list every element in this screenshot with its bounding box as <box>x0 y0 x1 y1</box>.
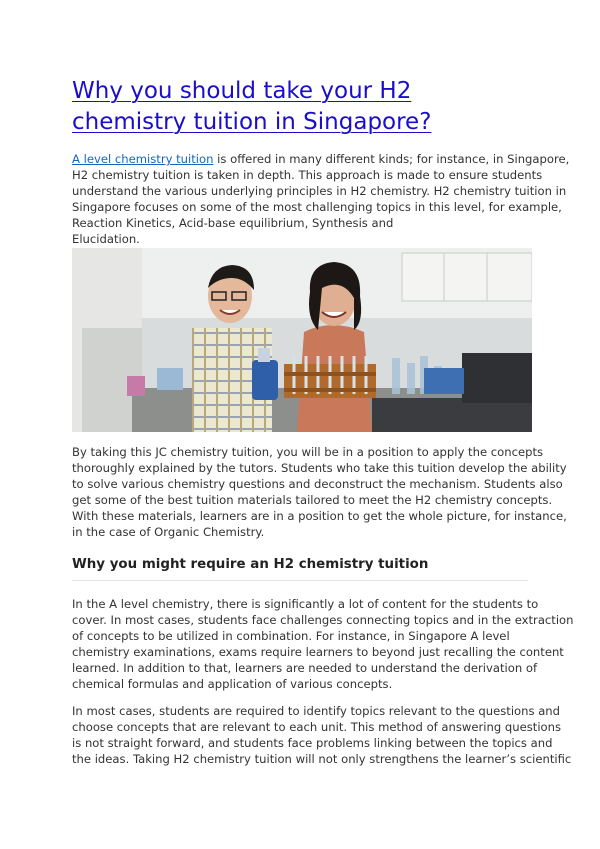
paragraph-line: the ideas. Taking H2 chemistry tuition will not only strengthens the learner’s scientific <box>72 752 572 766</box>
lab-photo <box>72 248 532 432</box>
paragraph-line: in the case of Organic Chemistry. <box>72 525 265 539</box>
section-divider <box>72 580 528 581</box>
paragraph-line: learned. In addition to that, learners are needed to understand the derivation of <box>72 661 538 675</box>
title-line[interactable]: chemistry tuition in Singapore? <box>72 109 432 135</box>
line-text: is offered in many different kinds; for instance, in Singapore, <box>213 152 570 166</box>
lab-photo-icon <box>72 248 532 432</box>
title-line[interactable]: Why you should take your H2 <box>72 78 412 104</box>
paragraph-line: get some of the best tuition materials tailored to meet the H2 chemistry concepts. <box>72 493 553 507</box>
paragraph-line: Singapore focuses on some of the most challenging topics in this level, for example, <box>72 200 562 214</box>
a-level-chemistry-tuition-link[interactable]: A level chemistry tuition <box>72 152 214 166</box>
paragraph-line <box>72 151 570 167</box>
article-title[interactable] <box>72 76 532 138</box>
body-paragraph-2 <box>72 444 567 540</box>
section-heading: Why you might require an H2 chemistry tuition <box>72 557 429 572</box>
paragraph-line: chemistry examinations, exams require learners to beyond just recalling the content <box>72 645 564 659</box>
paragraph-line: thoroughly explained by the tutors. Students who take this tuition develop the ability <box>72 461 567 475</box>
paragraph-line: Reaction Kinetics, Acid-base equilibrium, Synthesis and <box>72 216 394 230</box>
paragraph-line: In the A level chemistry, there is significantly a lot of content for the students to <box>72 597 539 611</box>
body-paragraph-3 <box>72 596 574 692</box>
paragraph-line: to solve various chemistry questions and deconstruct the mechanism. Students also <box>72 477 563 491</box>
paragraph-line: In most cases, students are required to identify topics relevant to the questions and <box>72 704 561 718</box>
paragraph-line: H2 chemistry tuition is taken in depth. This approach is made to ensure students <box>72 168 543 182</box>
paragraph-line: understand the various underlying principles in H2 chemistry. H2 chemistry tuition in <box>72 184 567 198</box>
intro-paragraph <box>72 151 570 247</box>
paragraph-line: is not straight forward, and students face problems linking between the topics and <box>72 736 553 750</box>
paragraph-line: With these materials, learners are in a position to get the whole picture, for instance, <box>72 509 567 523</box>
paragraph-line: choose concepts that are relevant to each unit. This method of answering questions <box>72 720 562 734</box>
paragraph-line: cover. In most cases, students face challenges connecting topics and in the extraction <box>72 613 574 627</box>
paragraph-line: Elucidation. <box>72 232 140 246</box>
body-paragraph-4 <box>72 703 572 767</box>
paragraph-line: of concepts to be utilized in combination. For instance, in Singapore A level <box>72 629 510 643</box>
paragraph-line: By taking this JC chemistry tuition, you will be in a position to apply the concepts <box>72 445 544 459</box>
paragraph-line: chemical formulas and application of various concepts. <box>72 677 393 691</box>
